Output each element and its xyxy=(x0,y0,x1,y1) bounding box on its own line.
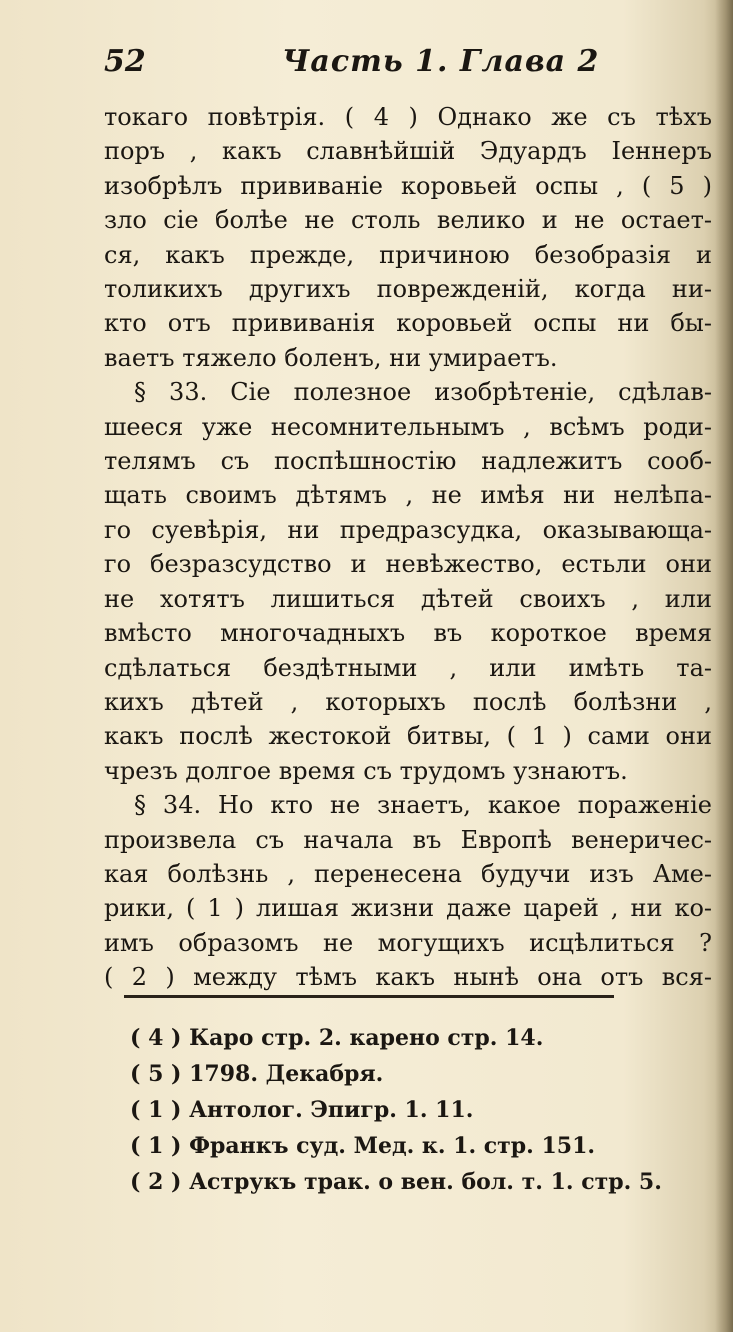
text-line: токаго повѣтрія. ( 4 ) Однако же съ тѣхъ xyxy=(104,103,712,131)
text-line: ся, какъ прежде, причиною безобразія и xyxy=(104,240,712,269)
paragraph-start-line: § 34. Но кто не знаетъ, какое пораженіе xyxy=(134,791,712,820)
text-line: сдѣлаться бездѣтными , или имѣть та- xyxy=(104,653,712,682)
body-text xyxy=(104,100,712,995)
text-line: рики, ( 1 ) лишая жизни даже царей , ни ко- xyxy=(104,894,712,923)
running-header xyxy=(104,44,684,88)
page-number: 52 xyxy=(104,44,146,79)
text-line: щать своимъ дѣтямъ , не имѣя ни нелѣпа- xyxy=(104,481,712,510)
text-line: зло сіе болѣе не столь велико и не остает- xyxy=(104,206,712,235)
footnote: ( 2 ) Аструкъ трак. о вен. бол. т. 1. стр. 5. xyxy=(130,1169,662,1195)
text-line: поръ , какъ славнѣйшій Эдуардъ Іеннеръ xyxy=(104,137,712,166)
footnote: ( 1 ) Антолог. Эпигр. 1. 11. xyxy=(130,1097,474,1123)
text-line: кая болѣзнь , перенесена будучи изъ Аме- xyxy=(104,859,712,888)
text-line: шееся уже несомнительнымъ , всѣмъ роди- xyxy=(104,412,712,441)
footnote: ( 5 ) 1798. Декабря. xyxy=(130,1061,384,1087)
text-line: ваетъ тяжело боленъ, ни умираетъ. xyxy=(104,343,558,372)
paragraph-start-line: § 33. Сіе полезное изобрѣтеніе, сдѣлав- xyxy=(134,378,712,407)
text-line: чрезъ долгое время съ трудомъ узнаютъ. xyxy=(104,756,628,785)
text-line: толикихъ другихъ поврежденій, когда ни- xyxy=(104,275,712,304)
text-line: кто отъ прививанія коровьей оспы ни бы- xyxy=(104,309,712,338)
footnote: ( 4 ) Каро стр. 2. карено стр. 14. xyxy=(130,1025,544,1051)
text-line: изобрѣлъ прививаніе коровьей оспы , ( 5 ) xyxy=(104,171,712,200)
text-line: го суевѣрія, ни предразсудка, оказывающа- xyxy=(104,515,712,544)
text-line: го безразсудство и невѣжество, естьли они xyxy=(104,550,712,579)
footnotes xyxy=(130,1020,690,1200)
text-line: ( 2 ) между тѣмъ какъ нынѣ она отъ вся- xyxy=(104,963,712,992)
footnote-divider xyxy=(124,995,614,998)
text-line: телямъ съ поспѣшностію надлежитъ сооб- xyxy=(104,447,712,476)
text-line: имъ образомъ не могущихъ исцѣлиться ? xyxy=(104,928,712,957)
text-line: какъ послѣ жестокой битвы, ( 1 ) сами они xyxy=(104,722,712,751)
text-line: произвела съ начала въ Европѣ венеричес- xyxy=(104,825,712,854)
text-line: не хотятъ лишиться дѣтей своихъ , или xyxy=(104,584,712,613)
text-line: кихъ дѣтей , которыхъ послѣ болѣзни , xyxy=(104,687,712,716)
page-edge-shadow xyxy=(715,0,733,1332)
running-title: Часть 1. Глава 2 xyxy=(282,44,600,79)
text-line: вмѣсто многочадныхъ въ короткое время xyxy=(104,619,712,648)
footnote: ( 1 ) Франкъ суд. Мед. к. 1. стр. 151. xyxy=(130,1133,596,1159)
